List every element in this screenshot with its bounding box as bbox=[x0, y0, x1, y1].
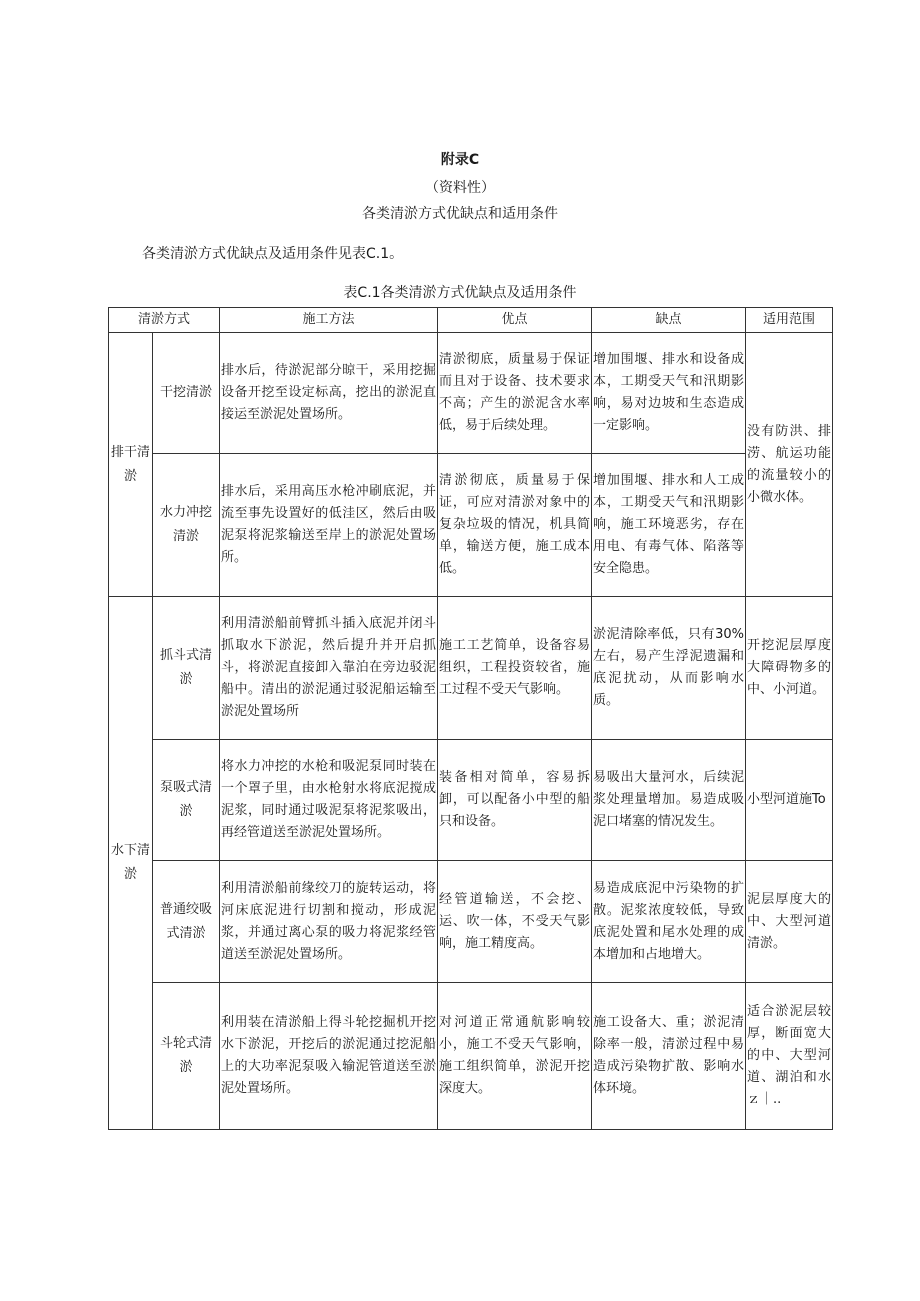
header-cell: 优点 bbox=[438, 308, 592, 333]
scope-cell: 适合淤泥层较厚，断面宽大的中、大型河道、湖泊和水ｚ｜.. bbox=[746, 983, 833, 1130]
construction-cell: 利用装在清淤船上得斗轮挖掘机开挖水下淤泥，开挖后的淤泥通过挖泥船上的大功率泥泵吸入输泥管道送至淤泥处置场所。 bbox=[220, 983, 438, 1130]
header-cell: 缺点 bbox=[592, 308, 746, 333]
table-row bbox=[109, 454, 833, 597]
method-name-cell: 抓斗式清淤 bbox=[153, 597, 220, 740]
construction-cell: 利用清淤船前臂抓斗插入底泥并闭斗抓取水下淤泥，然后提升并开启抓斗，将淤泥直接卸入靠泊在旁边驳泥船中。清出的淤泥通过驳泥船运输至淤泥处置场所 bbox=[220, 597, 438, 740]
appendix-title: 附录C bbox=[440, 152, 480, 168]
construction-cell: 将水力冲挖的水枪和吸泥泵同时装在一个罩子里，由水枪射水将底泥搅成泥浆，同时通过吸泥泵将泥浆吸出，再经管道送至淤泥处置场所。 bbox=[220, 740, 438, 861]
construction-cell: 利用清淤船前缘绞刀的旋转运动，将河床底泥进行切割和搅动，形成泥浆，并通过离心泵的吸力将泥浆经管道送至淤泥处置场所。 bbox=[220, 861, 438, 983]
pros-cell: 经管道输送，不会挖、运、吹一体，不受天气影响，施工精度高。 bbox=[438, 861, 592, 983]
pros-cell: 装备相对简单，容易拆卸，可以配备小中型的船只和设备。 bbox=[438, 740, 592, 861]
cons-cell: 淤泥清除率低，只有30%左右，易产生浮泥遗漏和底泥扰动，从而影响水质。 bbox=[592, 597, 746, 740]
pros-cell: 施工工艺简单，设备容易组织，工程投资较省，施工过程不受天气影响。 bbox=[438, 597, 592, 740]
table-row bbox=[109, 333, 833, 454]
table-header-row bbox=[109, 308, 833, 333]
scope-cell: 开挖泥层厚度大障碍物多的中、小河道。 bbox=[746, 597, 833, 740]
table-row bbox=[109, 983, 833, 1130]
method-name-cell: 泵吸式清淤 bbox=[153, 740, 220, 861]
pros-cell: 对河道正常通航影响较小，施工不受天气影响，施工组织简单，淤泥开挖深度大。 bbox=[438, 983, 592, 1130]
appendix-nature: （资料性） bbox=[425, 180, 495, 196]
cons-cell: 增加围堰、排水和设备成本，工期受天气和汛期影响，易对边坡和生态造成一定影响。 bbox=[592, 333, 746, 454]
cons-cell: 易吸出大量河水，后续泥浆处理量增加。易造成吸泥口堵塞的情况发生。 bbox=[592, 740, 746, 861]
table-row bbox=[109, 597, 833, 740]
header-cell: 清淤方式 bbox=[109, 308, 220, 333]
table-row bbox=[109, 861, 833, 983]
cons-cell: 增加围堰、排水和人工成本，工期受天气和汛期影响，施工环境恶劣，存在用电、有毒气体、陷落等安全隐患。 bbox=[592, 454, 746, 597]
header-cell: 施工方法 bbox=[220, 308, 438, 333]
intro-paragraph: 各类清淤方式优缺点及适用条件见表C.1。 bbox=[142, 246, 404, 262]
appendix-subject: 各类清淤方式优缺点和适用条件 bbox=[362, 206, 558, 222]
group-label-cell: 排干清淤 bbox=[109, 333, 153, 597]
dredging-methods-table bbox=[108, 307, 833, 1130]
method-name-cell: 斗轮式清淤 bbox=[153, 983, 220, 1130]
table-row bbox=[109, 740, 833, 861]
construction-cell: 排水后，待淤泥部分晾干，采用挖掘设备开挖至设定标高，挖出的淤泥直接运至淤泥处置场所。 bbox=[220, 333, 438, 454]
pros-cell: 清淤彻底，质量易于保证而且对于设备、技术要求不高；产生的淤泥含水率低，易于后续处理。 bbox=[438, 333, 592, 454]
construction-cell: 排水后，采用高压水枪冲刷底泥，并流至事先设置好的低洼区，然后由吸泥泵将泥浆输送至岸上的淤泥处置场所。 bbox=[220, 454, 438, 597]
cons-cell: 易造成底泥中污染物的扩散。泥浆浓度较低，导致底泥处置和尾水处理的成本增加和占地增大。 bbox=[592, 861, 746, 983]
table-caption: 表C.1各类清淤方式优缺点及适用条件 bbox=[343, 285, 577, 301]
group-label-cell: 水下清淤 bbox=[109, 597, 153, 1130]
header-cell: 适用范围 bbox=[746, 308, 833, 333]
method-name-cell: 普通绞吸式清淤 bbox=[153, 861, 220, 983]
scope-cell: 泥层厚度大的中、大型河道清淤。 bbox=[746, 861, 833, 983]
scope-cell: 小型河道施To bbox=[746, 740, 833, 861]
pros-cell: 清淤彻底，质量易于保证，可应对清淤对象中的复杂垃圾的情况，机具简单，输送方便，施工成本低。 bbox=[438, 454, 592, 597]
method-name-cell: 干挖清淤 bbox=[153, 333, 220, 454]
cons-cell: 施工设备大、重；淤泥清除率一般，清淤过程中易造成污染物扩散、影响水体环境。 bbox=[592, 983, 746, 1130]
method-name-cell: 水力冲挖清淤 bbox=[153, 454, 220, 597]
scope-cell: 没有防洪、排涝、航运功能的流量较小的小微水体。 bbox=[746, 333, 833, 597]
